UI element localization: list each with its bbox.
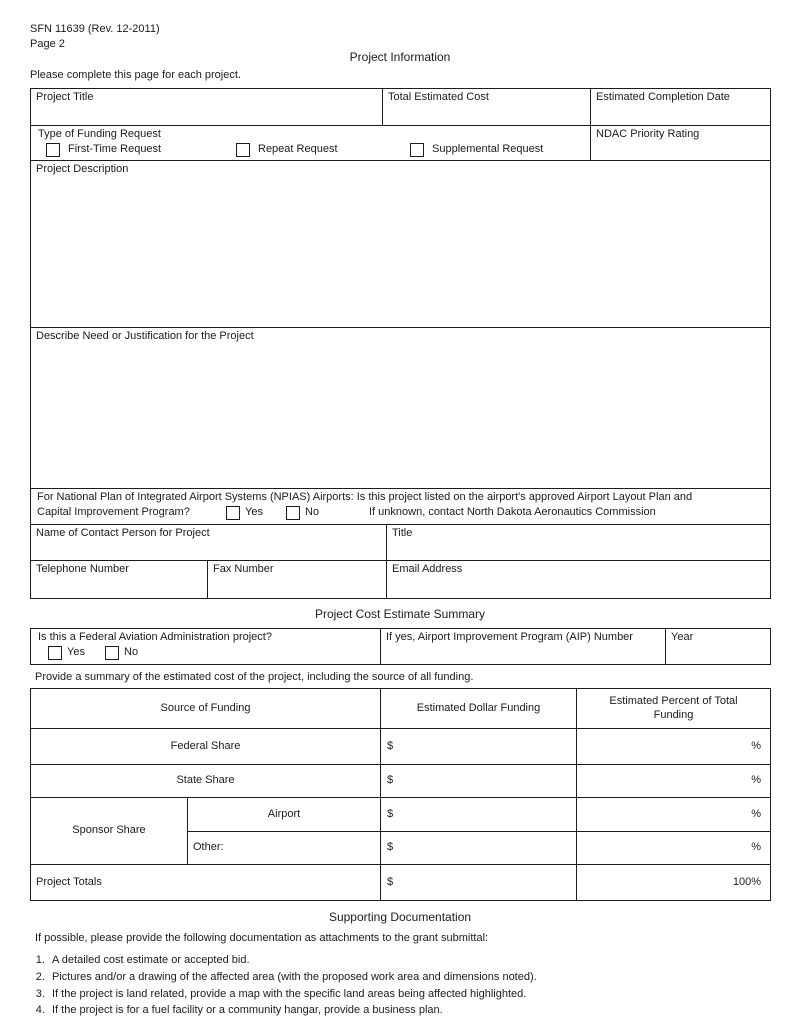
form-number: SFN 11639 (Rev. 12-2011) bbox=[30, 23, 160, 35]
supplemental-request-option bbox=[410, 143, 543, 157]
first-time-request-checkbox[interactable] bbox=[46, 143, 60, 157]
table-row bbox=[31, 126, 770, 161]
table-row bbox=[31, 561, 770, 598]
supplemental-request-label: Supplemental Request bbox=[432, 142, 544, 155]
table-row bbox=[31, 729, 770, 765]
npias-yes-checkbox[interactable] bbox=[226, 506, 240, 520]
sponsor-share-label: Sponsor Share bbox=[31, 798, 188, 864]
npias-note: If unknown, contact North Dakota Aeronautics Commission bbox=[369, 505, 656, 518]
list-item: 2. Pictures and/or a drawing of the affected area (with the proposed work area and dimensions noted). bbox=[48, 971, 788, 985]
project-info-table bbox=[30, 88, 771, 599]
project-title-label: Project Title bbox=[36, 91, 94, 103]
aip-year-label: Year bbox=[671, 631, 694, 643]
npias-question-line2: Capital Improvement Program? bbox=[37, 505, 190, 518]
supplemental-request-checkbox[interactable] bbox=[410, 143, 424, 157]
percent-sign: % bbox=[751, 739, 761, 752]
cost-summary-title: Project Cost Estimate Summary bbox=[314, 607, 486, 621]
table-row bbox=[31, 865, 770, 900]
table-row bbox=[188, 798, 770, 832]
total-percent: 100% bbox=[732, 875, 761, 888]
faa-question-label: Is this a Federal Aviation Administration project? bbox=[38, 631, 272, 643]
faa-yes-label: Yes bbox=[67, 645, 85, 658]
email-field[interactable] bbox=[387, 561, 770, 598]
npias-no-checkbox[interactable] bbox=[286, 506, 300, 520]
federal-share-label: Federal Share bbox=[31, 729, 381, 764]
aip-year-field[interactable] bbox=[666, 629, 770, 664]
list-item: 1. A detailed cost estimate or accepted bid. bbox=[48, 954, 788, 968]
contact-title-field[interactable] bbox=[387, 525, 770, 560]
total-estimated-cost-field[interactable] bbox=[383, 89, 591, 125]
header-estimated-dollar-funding: Estimated Dollar Funding bbox=[381, 689, 577, 728]
state-dollar-field[interactable] bbox=[381, 765, 577, 797]
page-number: Page 2 bbox=[30, 38, 65, 50]
need-justification-label: Describe Need or Justification for the Project bbox=[36, 330, 254, 342]
telephone-label: Telephone Number bbox=[36, 563, 129, 575]
list-item: 4. If the project is for a fuel facility or a community hangar, provide a business plan. bbox=[48, 1004, 788, 1018]
fax-label: Fax Number bbox=[213, 563, 274, 575]
contact-name-label: Name of Contact Person for Project bbox=[36, 527, 210, 539]
project-totals-label: Project Totals bbox=[31, 865, 381, 900]
npias-question-cell bbox=[31, 489, 770, 524]
state-percent-field[interactable] bbox=[577, 765, 770, 797]
other-percent-field[interactable] bbox=[577, 832, 770, 864]
funding-request-label: Type of Funding Request bbox=[38, 128, 161, 140]
npias-no-label: No bbox=[305, 505, 320, 518]
faa-no-label: No bbox=[124, 645, 139, 658]
other-dollar-field[interactable] bbox=[381, 832, 577, 864]
faa-yes-checkbox[interactable] bbox=[48, 646, 62, 660]
totals-percent-value bbox=[577, 865, 770, 900]
table-row bbox=[31, 525, 770, 561]
state-share-label: State Share bbox=[31, 765, 381, 797]
project-title-field[interactable] bbox=[31, 89, 383, 125]
faa-question-cell bbox=[31, 629, 381, 664]
percent-sign: % bbox=[751, 774, 761, 787]
first-time-request-option bbox=[46, 143, 236, 157]
project-description-label: Project Description bbox=[36, 163, 129, 175]
dollar-sign: $ bbox=[387, 774, 394, 787]
repeat-request-checkbox[interactable] bbox=[236, 143, 250, 157]
table-row bbox=[31, 765, 770, 798]
repeat-request-label: Repeat Request bbox=[258, 142, 338, 155]
email-label: Email Address bbox=[392, 563, 463, 575]
percent-sign: % bbox=[751, 807, 761, 820]
first-time-request-label: First-Time Request bbox=[68, 142, 162, 155]
funding-table bbox=[30, 688, 771, 901]
sponsor-other-field[interactable] bbox=[188, 832, 381, 864]
aip-number-label: If yes, Airport Improvement Program (AIP) Number bbox=[386, 631, 633, 643]
table-row bbox=[31, 89, 770, 126]
fax-field[interactable] bbox=[208, 561, 387, 598]
sponsor-airport-label: Airport bbox=[188, 798, 381, 831]
npias-yes-option bbox=[226, 506, 286, 520]
telephone-field[interactable] bbox=[31, 561, 208, 598]
page-instruction: Please complete this page for each project. bbox=[30, 69, 241, 81]
dollar-sign: $ bbox=[387, 807, 394, 820]
table-row bbox=[31, 161, 770, 328]
estimated-completion-date-label: Estimated Completion Date bbox=[596, 91, 730, 103]
contact-title-label: Title bbox=[392, 527, 413, 539]
ndac-priority-rating-field[interactable] bbox=[591, 126, 770, 160]
npias-yes-label: Yes bbox=[245, 505, 263, 518]
project-description-field[interactable] bbox=[31, 161, 770, 327]
totals-dollar-field[interactable] bbox=[381, 865, 577, 900]
faa-no-option bbox=[105, 646, 138, 660]
need-justification-field[interactable] bbox=[31, 328, 770, 488]
faa-question-table bbox=[30, 628, 771, 665]
cost-summary-instruction: Provide a summary of the estimated cost of the project, including the source of all funding. bbox=[35, 671, 474, 683]
supporting-documentation-instruction: If possible, please provide the following documentation as attachments to the grant submittal: bbox=[35, 932, 489, 944]
supporting-documentation-title: Supporting Documentation bbox=[328, 910, 472, 924]
npias-no-option bbox=[286, 506, 341, 520]
percent-sign: % bbox=[751, 841, 761, 854]
supporting-documentation-list bbox=[48, 954, 788, 1021]
npias-question-line1: For National Plan of Integrated Airport Systems (NPIAS) Airports: Is this project listed on the airport's approved Airport Layout Plan and bbox=[37, 491, 693, 503]
federal-percent-field[interactable] bbox=[577, 729, 770, 764]
estimated-completion-date-field[interactable] bbox=[591, 89, 770, 125]
ndac-priority-rating-label: NDAC Priority Rating bbox=[596, 128, 700, 140]
total-estimated-cost-label: Total Estimated Cost bbox=[388, 91, 489, 103]
table-row bbox=[31, 629, 770, 664]
page-title: Project Information bbox=[349, 50, 451, 64]
sponsor-share-rows bbox=[31, 798, 770, 865]
faa-no-checkbox[interactable] bbox=[105, 646, 119, 660]
list-item: 3. If the project is land related, provide a map with the specific land areas being affected highlighted. bbox=[48, 988, 788, 1002]
contact-name-field[interactable] bbox=[31, 525, 387, 560]
table-row bbox=[31, 489, 770, 525]
aip-number-field[interactable] bbox=[381, 629, 666, 664]
table-row bbox=[31, 328, 770, 489]
sponsor-other-label: Other: bbox=[193, 841, 224, 854]
federal-dollar-field[interactable] bbox=[381, 729, 577, 764]
airport-dollar-field[interactable] bbox=[381, 798, 577, 831]
dollar-sign: $ bbox=[387, 875, 394, 888]
header-estimated-percent: Estimated Percent of Total Funding bbox=[609, 694, 738, 721]
funding-table-header-row bbox=[31, 689, 770, 729]
faa-yes-option bbox=[48, 646, 105, 660]
airport-percent-field[interactable] bbox=[577, 798, 770, 831]
table-row bbox=[188, 832, 770, 864]
dollar-sign: $ bbox=[387, 841, 394, 854]
dollar-sign: $ bbox=[387, 739, 394, 752]
header-source-of-funding: Source of Funding bbox=[31, 689, 381, 728]
funding-request-cell bbox=[31, 126, 591, 160]
repeat-request-option bbox=[236, 143, 410, 157]
